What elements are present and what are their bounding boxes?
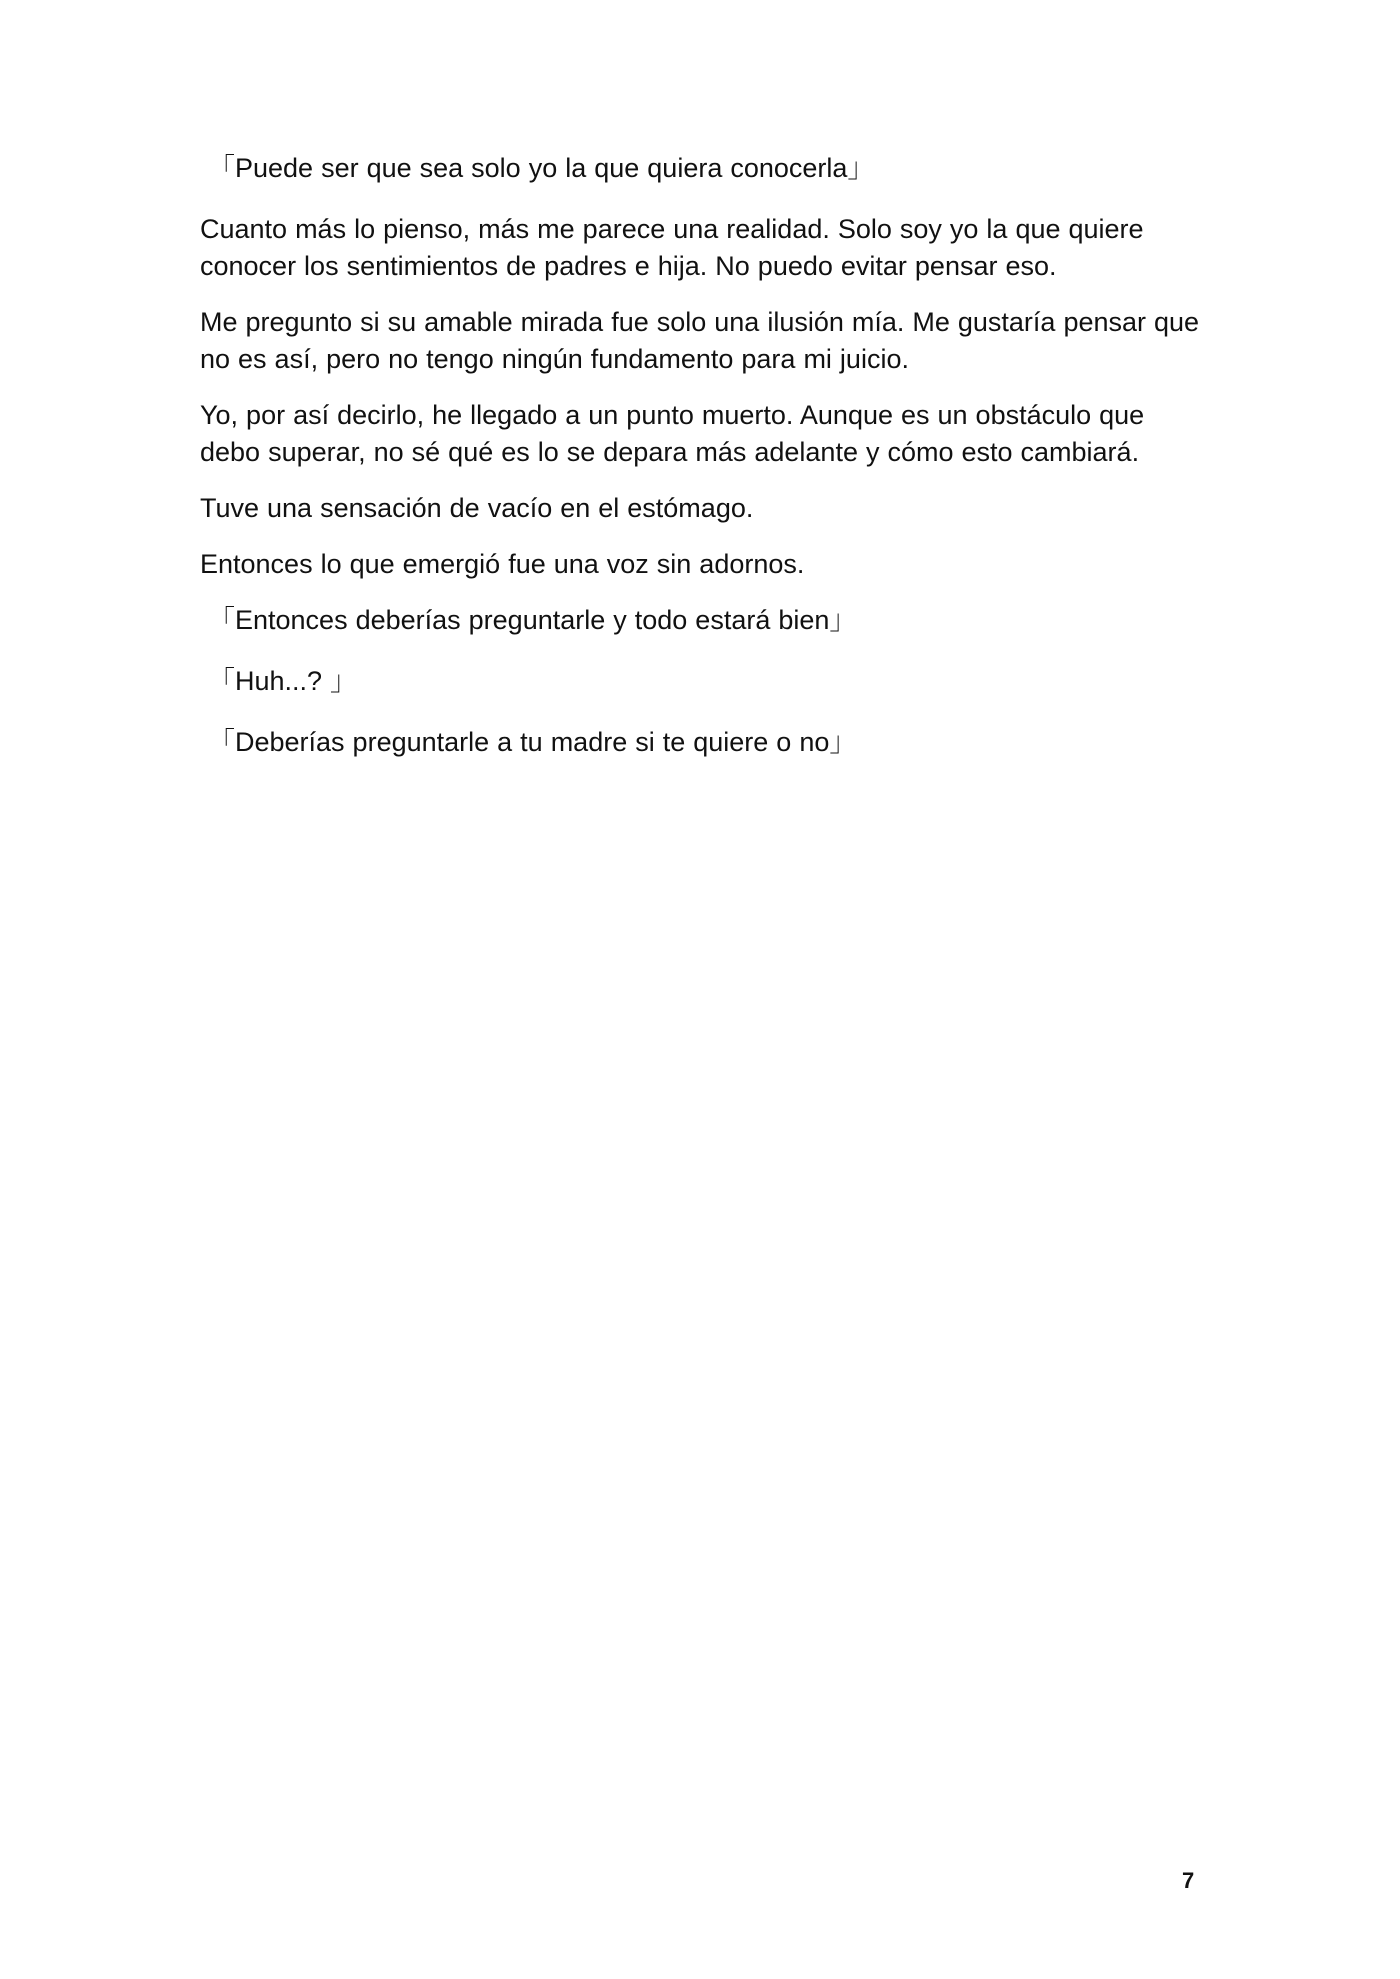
dialogue-line: 「Puede ser que sea solo yo la que quiera conocerla」 <box>208 153 875 183</box>
dialogue-line: 「Huh...? 」 <box>208 666 358 696</box>
paragraph: Me pregunto si su amable mirada fue solo una ilusión mía. Me gustaría pensar que no es así, pero no tengo ningún fundamento para mi juicio. <box>200 307 1200 374</box>
paragraph: Entonces lo que emergió fue una voz sin adornos. <box>200 549 805 579</box>
page-number: 7 <box>1182 1868 1195 1893</box>
paragraph: Yo, por así decirlo, he llegado a un punto muerto. Aunque es un obstáculo que debo superar, no sé qué es lo se depara más adelante y cómo esto cambiará. <box>200 400 1145 467</box>
paragraph: Cuanto más lo pienso, más me parece una realidad. Solo soy yo la que quiere conocer los sentimientos de padres e hija. No puedo evitar pensar eso. <box>200 214 1144 281</box>
dialogue-line: 「Deberías preguntarle a tu madre si te quiere o no」 <box>208 727 857 757</box>
body-text <box>200 146 1210 785</box>
dialogue-line: 「Entonces deberías preguntarle y todo estará bien」 <box>208 605 857 635</box>
paragraph: Tuve una sensación de vacío en el estómago. <box>200 493 754 523</box>
